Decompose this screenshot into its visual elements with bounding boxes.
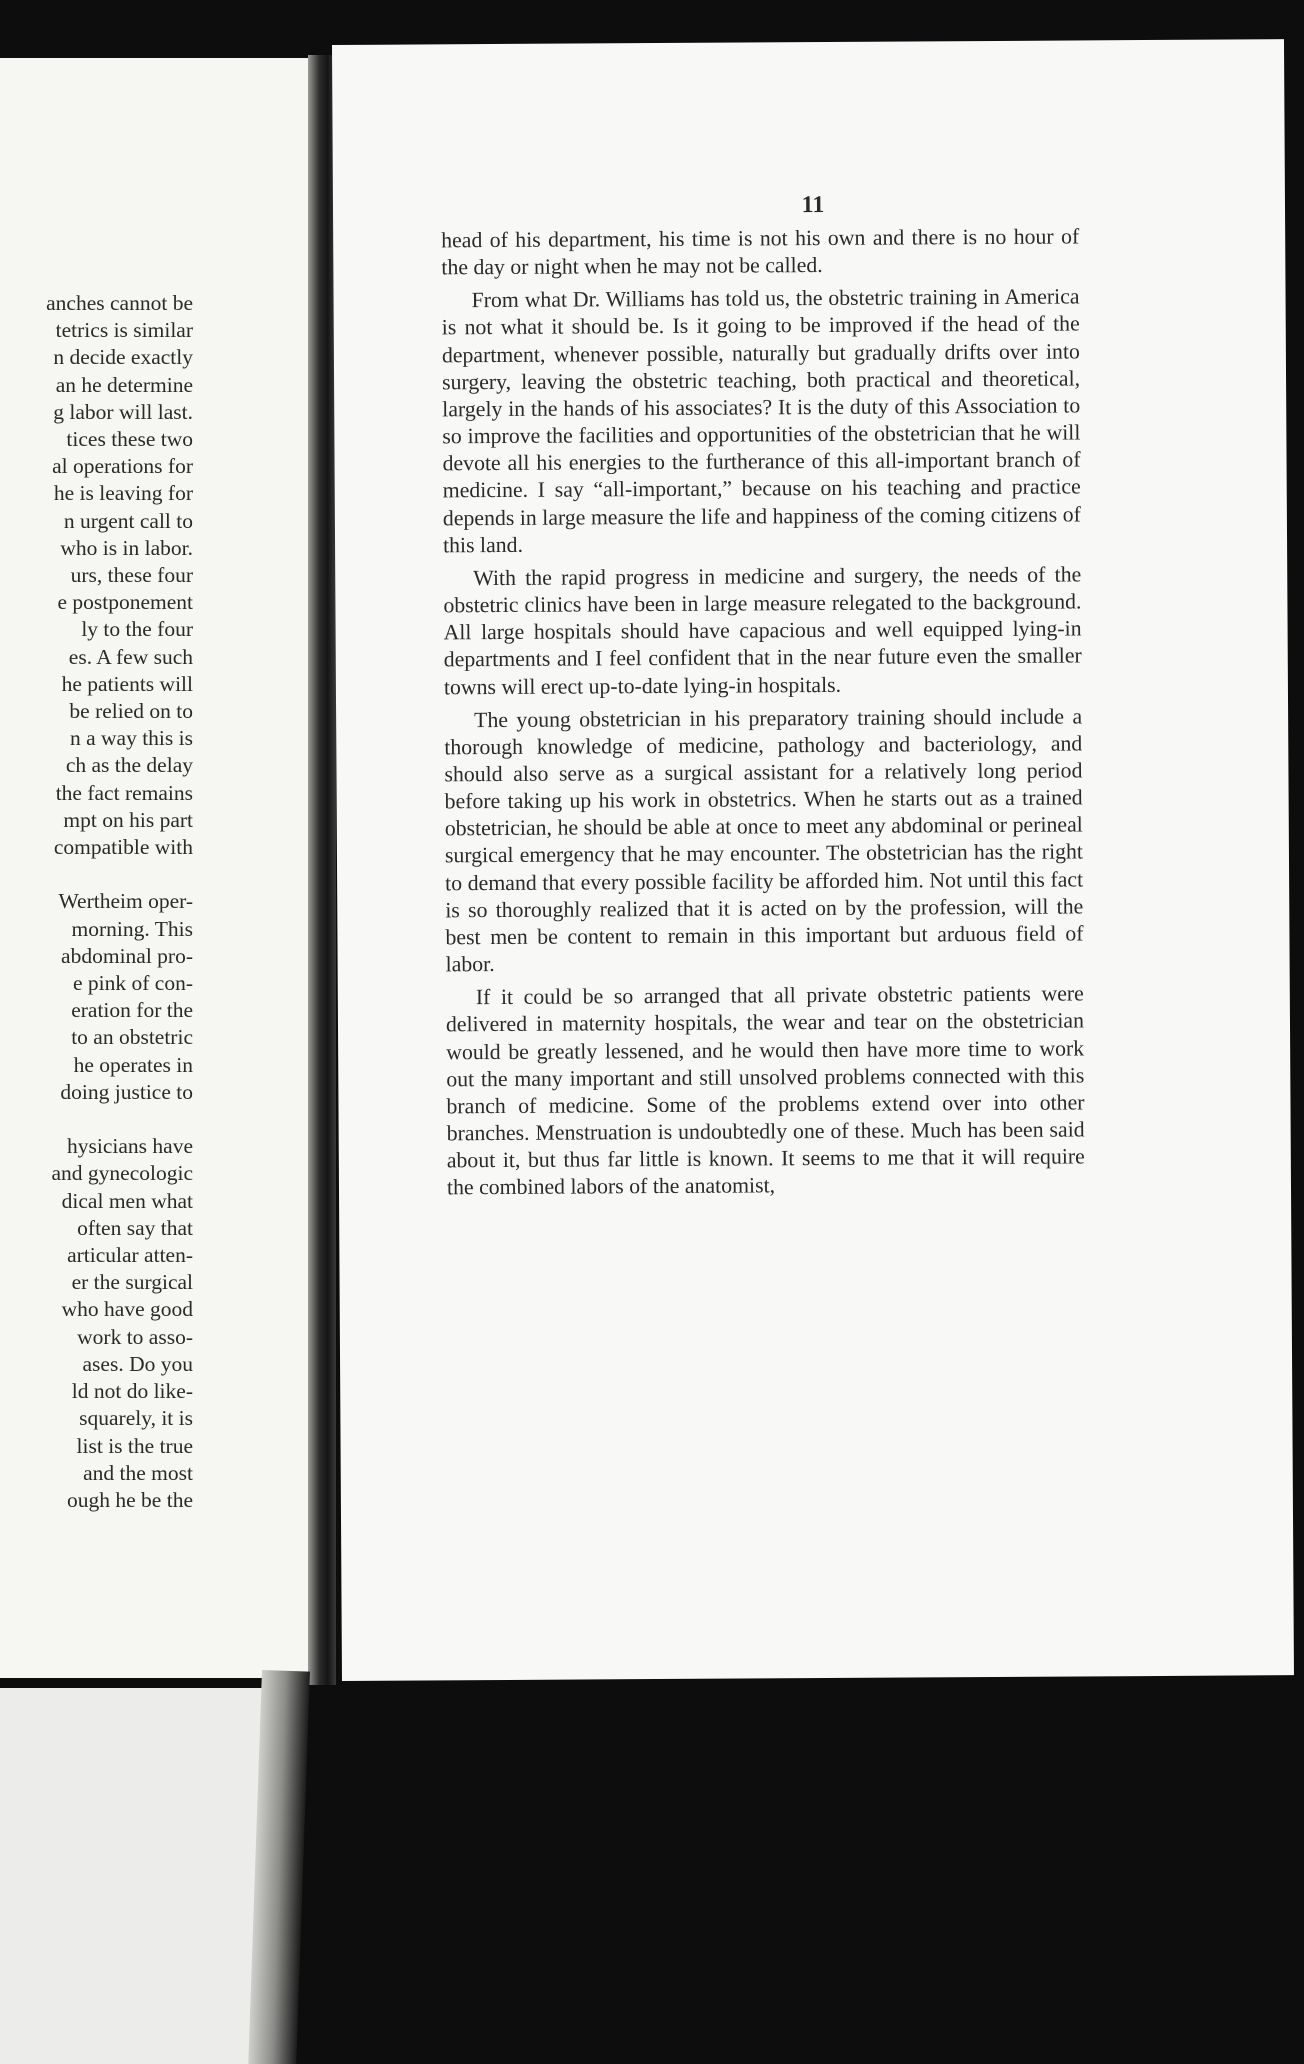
- left-page-line: ch as the delay: [65, 753, 193, 778]
- left-page-line: morning. This: [71, 916, 193, 941]
- paragraph-2: From what Dr. Williams has told us, the obstetric training in America is not what it should be. Is it going to be improved if the head of the department, whenever possible, naturally but gradually drifts over into surgery, leaving the obstetric teaching, both practical and theoretical, largely in the hands of his associates? It is the duty of this Association to so improve the facilities and opportunities of the obstetrician that he will devote all his energies to the furtherance of this all-important branch of medicine. I say “all-important,” because on his teaching and practice depends in large measure the life and happiness of the coming citizens of this land.: [441, 284, 1081, 558]
- book-gutter: [308, 55, 336, 1685]
- left-page-line: g labor will last.: [53, 399, 193, 424]
- left-page-line: e pink of con-: [72, 971, 193, 996]
- left-page-line: anches cannot be: [46, 291, 193, 315]
- page-body: [441, 223, 1085, 1207]
- left-page-line: and the most: [83, 1460, 193, 1485]
- left-page-line: who have good: [61, 1297, 193, 1322]
- left-page-line: tetrics is similar: [55, 318, 193, 343]
- left-page-text: [0, 290, 193, 1514]
- left-page-line: al operations for: [52, 454, 193, 479]
- left-page-line: often say that: [77, 1215, 193, 1240]
- left-page-line: he is leaving for: [53, 481, 193, 506]
- left-page-line: n urgent call to: [63, 508, 193, 533]
- left-page-line: n a way this is: [69, 726, 193, 751]
- left-page-line: er the surgical: [71, 1270, 193, 1295]
- left-page-line: the fact remains: [55, 780, 193, 805]
- page-number: 11: [801, 191, 825, 219]
- left-page-line: squarely, it is: [79, 1406, 193, 1431]
- left-page-line: n decide exactly: [53, 345, 193, 370]
- paragraph-3: With the rapid progress in medicine and surgery, the needs of the obstetric clinics have been in large measure relegated to the background. All large hospitals should have capacious and well equipped lying-in departments and I feel confident that in the near future even the smaller towns will erect up-to-date lying-in hospitals.: [443, 562, 1082, 699]
- left-page-line: he operates in: [73, 1052, 193, 1077]
- left-page-line: to an obstetric: [71, 1025, 193, 1050]
- left-page-line: an he determine: [55, 372, 193, 397]
- left-page-line: be relied on to: [69, 699, 193, 724]
- left-page-line: ases. Do you: [82, 1351, 193, 1376]
- left-page: [0, 58, 318, 1678]
- left-page-line: urs, these four: [70, 563, 193, 588]
- left-page-line: articular atten-: [67, 1243, 193, 1268]
- left-page-line: doing justice to: [60, 1079, 193, 1104]
- left-page-line: hysicians have: [67, 1134, 193, 1159]
- lower-left-sheet: [0, 1688, 290, 2064]
- left-page-line: compatible with: [53, 835, 193, 860]
- left-page-line: e postponement: [57, 590, 193, 615]
- left-page-line: mpt on his part: [63, 807, 193, 832]
- left-page-line: he patients will: [61, 671, 193, 696]
- paragraph-1: head of his department, his time is not his own and there is no hour of the day or night when he may not be called.: [441, 224, 1080, 280]
- left-page-line: dical men what: [61, 1188, 193, 1213]
- left-page-paragraph-gap: [0, 861, 193, 888]
- left-page-line: and gynecologic: [51, 1161, 193, 1186]
- left-page-line: abdominal pro-: [61, 943, 193, 968]
- left-page-line: work to asso-: [77, 1324, 193, 1349]
- left-page-line: ly to the four: [81, 617, 193, 642]
- left-page-line: ld not do like-: [71, 1379, 193, 1404]
- paragraph-4: The young obstetrician in his preparatory training should include a thorough knowledge of medicine, pathology and bacteriology, and should also serve as a surgical assistant for a relatively long period before taking up his work in obstetrics. When he starts out as a trained obstetrician, he should be able at once to meet any abdominal or perineal surgical emergency that he may encounter. The obstetrician has the right to demand that every possible facility be afforded him. Not until this fact is so thoroughly realized that it is acted on by the profession, will the best men be content to remain in this important but arduous field of labor.: [444, 704, 1084, 977]
- right-page: [332, 39, 1294, 1681]
- left-page-line: es. A few such: [68, 644, 193, 669]
- paragraph-5: If it could be so arranged that all private obstetric patients were delivered in maternity hospitals, the wear and tear on the obstetrician would be greatly lessened, and he would then have more time to work out the many important and still unsolved problems connected with this branch of medicine. Some of the problems extend over into other branches. Menstruation is undoubtedly one of these. Much has been said about it, but thus far little is known. It seems to me that it will require the combined labors of the anatomist,: [445, 981, 1085, 1200]
- left-page-line: Wertheim oper-: [58, 889, 193, 914]
- left-page-line: eration for the: [71, 998, 193, 1023]
- left-page-paragraph-gap: [0, 1106, 193, 1133]
- left-page-line: who is in labor.: [60, 535, 193, 560]
- left-page-line: tices these two: [66, 427, 193, 452]
- left-page-line: list is the true: [76, 1433, 193, 1458]
- left-page-line: ough he be the: [67, 1487, 193, 1512]
